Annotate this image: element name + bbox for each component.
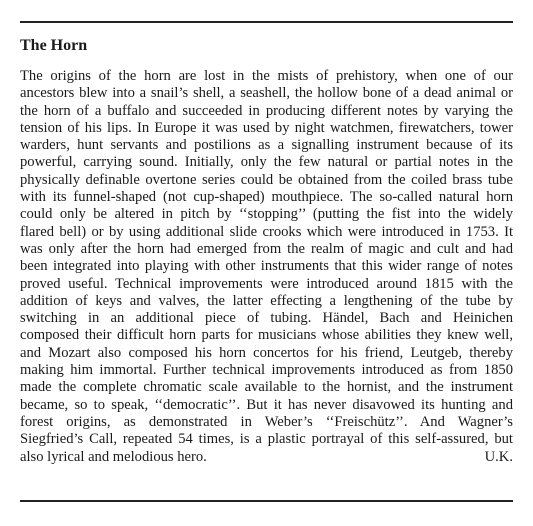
body-line: powerful, carrying sound. Initially, only the few natural or partial notes in the (20, 154, 513, 171)
body-line: ancestors blew into a snail’s shell, a seashell, the hollow bone of a dead animal or (20, 85, 513, 102)
body-line: was only after the horn had emerged from the realm of magic and cult and had (20, 240, 513, 257)
body-line: switching in an additional piece of tubing. Händel, Bach and Heinichen (20, 310, 513, 327)
body-line: proved useful. Technical improvements were introduced around 1815 with the (20, 275, 513, 292)
body-line: became, so to speak, ‘‘democratic’’. But it has never disavowed its hunting and (20, 396, 513, 413)
body-line: the horn of a buffalo and succeeded in producing different notes by varying the (20, 102, 513, 119)
body-line: with its funnel-shaped (not cup-shaped) mouthpiece. The so-called natural horn (20, 189, 513, 206)
body-line: been integrated into playing with other instruments that this wider range of notes (20, 258, 513, 275)
body-line: composed their difficult horn parts for musicians whose abilities they knew well, (20, 327, 513, 344)
article-title: The Horn (20, 37, 88, 54)
body-line: warders, hunt servants and postilions as a signalling instrument because of its (20, 137, 513, 154)
body-line: made the complete chromatic scale available to the hornist, and the instrument (20, 379, 513, 396)
top-rule (20, 21, 513, 23)
body-line: and Mozart also composed his horn concertos for his friend, Leutgeb, thereby (20, 344, 513, 361)
last-line-text: also lyrical and melodious hero. (20, 448, 207, 465)
body-line: flared bell) or by using additional slide crooks which were introduced in 1753. It (20, 223, 513, 240)
body-line: Siegfried’s Call, repeated 54 times, is a plastic portrayal of this self-assured, but (20, 431, 513, 448)
body-line: The origins of the horn are lost in the mists of prehistory, when one of our (20, 68, 513, 84)
body-line: making him immortal. Further technical improvements introduced as from 1850 (20, 362, 513, 379)
body-line: physically definable overtone series could be obtained from the coiled brass tube (20, 171, 513, 188)
body-line: could only be altered in pitch by ‘‘stopping’’ (putting the fist into the widely (20, 206, 513, 223)
author-signature: U.K. (484, 448, 513, 465)
body-line: addition of keys and valves, the latter effecting a lengthening of the tube by (20, 292, 513, 309)
body-last-line (20, 449, 513, 466)
body-line: tension of his lips. In Europe it was used by night watchmen, firewatchers, tower (20, 119, 513, 136)
article-body (20, 68, 513, 466)
body-line: forest origins, as demonstrated in Weber’s ‘‘Freischütz’’. And Wagner’s (20, 413, 513, 430)
bottom-rule (20, 500, 513, 502)
